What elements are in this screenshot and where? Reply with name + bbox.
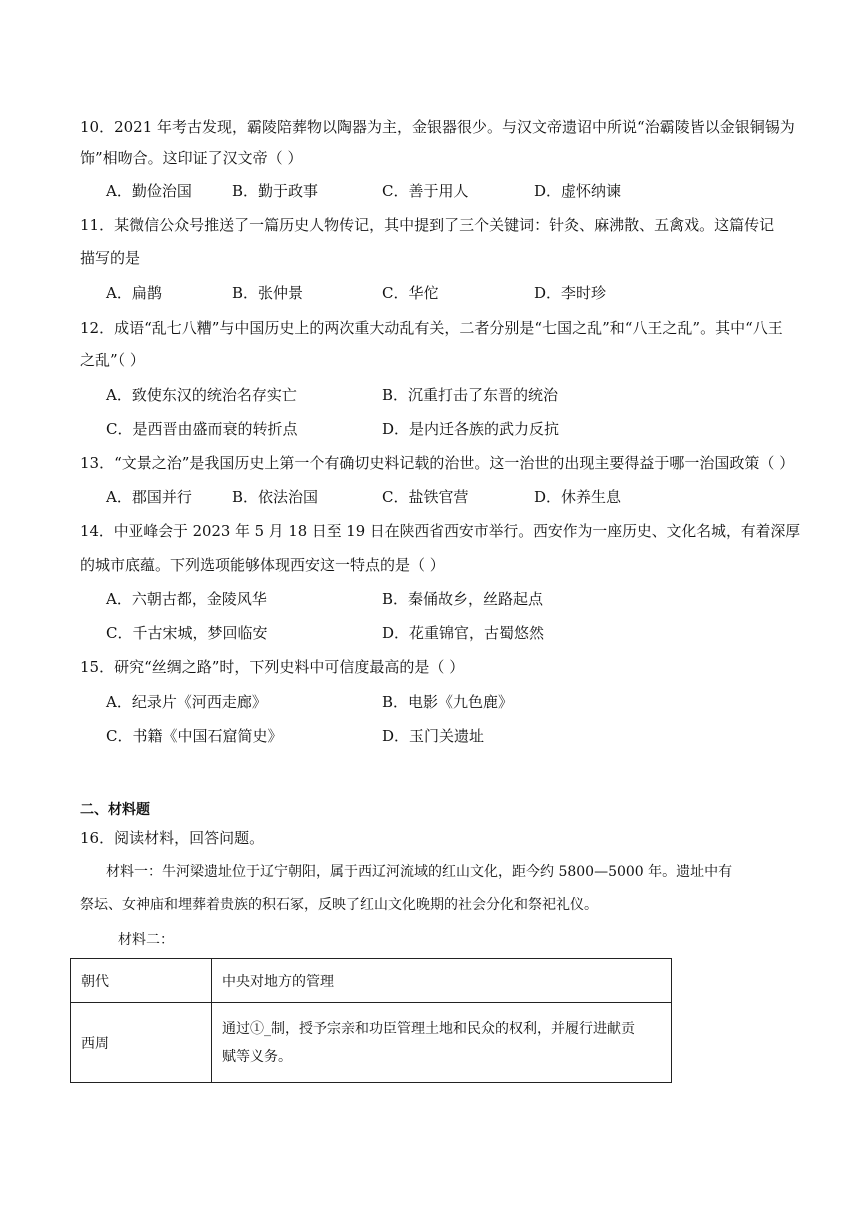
- question-16-prompt: 16．阅读材料，回答问题。: [80, 829, 265, 847]
- q10-option-b: B．勤于政事: [232, 182, 319, 200]
- question-14-line-2: 的城市底蕴。下列选项能够体现西安这一特点的是（ ）: [80, 556, 445, 574]
- q12-option-c: C．是西晋由盛而衰的转折点: [106, 420, 298, 438]
- question-12-line-1: 12．成语“乱七八糟”与中国历史上的两次重大动乱有关，二者分别是“七国之乱”和“八王之乱”。其中“八王: [80, 319, 783, 337]
- question-14-line-1: 14．中亚峰会于 2023 年 5 月 18 日至 19 日在陕西省西安市举行。西安作为一座历史、文化名城，有着深厚: [80, 522, 801, 540]
- q14-option-c: C．千古宋城，梦回临安: [106, 624, 268, 642]
- section-heading: 二、材料题: [80, 802, 150, 818]
- q15-option-a: A．纪录片《河西走廊》: [106, 693, 267, 711]
- table-row: [71, 1003, 672, 1083]
- table-cell-line-2: 赋等义务。: [222, 1048, 292, 1065]
- q11-option-d: D．李时珍: [534, 284, 607, 302]
- table-header-management: 中央对地方的管理: [212, 959, 672, 1003]
- material-1-line-1: 材料一：牛河梁遗址位于辽宁朝阳，属于西辽河流域的红山文化，距今约 5800—5000 年。遗址中有: [106, 864, 733, 880]
- q12-option-d: D．是内迁各族的武力反抗: [382, 420, 560, 438]
- q11-option-c: C．华佗: [382, 284, 439, 302]
- question-11-line-1: 11．某微信公众号推送了一篇历史人物传记，其中提到了三个关键词：针灸、麻沸散、五禽戏。这篇传记: [80, 216, 775, 234]
- question-11-line-2: 描写的是: [80, 249, 141, 267]
- material-2-label: 材料二：: [118, 932, 174, 948]
- q11-option-a: A．扁鹊: [106, 284, 162, 302]
- q10-option-d: D．虚怀纳谏: [534, 182, 622, 200]
- table-cell-dynasty: 西周: [71, 1003, 212, 1083]
- q15-option-c: C．书籍《中国石窟简史》: [106, 727, 283, 745]
- q10-option-a: A．勤俭治国: [106, 182, 192, 200]
- question-13-line-1: 13．“文景之治”是我国历史上第一个有确切史料记载的治世。这一治世的出现主要得益于哪一治国政策（ ）: [80, 454, 795, 472]
- question-10-line-1: 10．2021 年考古发现，霸陵陪葬物以陶器为主，金银器很少。与汉文帝遗诏中所说“治霸陵皆以金银铜锡为: [80, 118, 795, 136]
- q14-option-b: B．秦俑故乡，丝路起点: [382, 590, 544, 608]
- q13-option-d: D．休养生息: [534, 488, 622, 506]
- material-2-table: [70, 958, 672, 1083]
- question-15-line-1: 15．研究“丝绸之路”时，下列史料中可信度最高的是（ ）: [80, 658, 465, 676]
- q13-option-c: C．盐铁官营: [382, 488, 469, 506]
- q11-option-b: B．张仲景: [232, 284, 304, 302]
- table-header-dynasty: 朝代: [71, 959, 212, 1003]
- q12-option-a: A．致使东汉的统治名存实亡: [106, 386, 297, 404]
- q15-option-b: B．电影《九色鹿》: [382, 693, 514, 711]
- question-12-line-2: 之乱”（ ）: [80, 351, 145, 369]
- q15-option-d: D．玉门关遗址: [382, 727, 485, 745]
- q10-option-c: C．善于用人: [382, 182, 469, 200]
- q12-option-b: B．沉重打击了东晋的统治: [382, 386, 559, 404]
- q13-option-b: B．依法治国: [232, 488, 319, 506]
- question-10-line-2: 饰”相吻合。这印证了汉文帝（ ）: [80, 149, 303, 167]
- q14-option-a: A．六朝古都，金陵风华: [106, 590, 267, 608]
- table-cell-management: [212, 1003, 672, 1083]
- q14-option-d: D．花重锦官，古蜀悠然: [382, 624, 545, 642]
- table-header-row: [71, 959, 672, 1003]
- material-1-line-2: 祭坛、女神庙和埋葬着贵族的积石冢，反映了红山文化晚期的社会分化和祭祀礼仪。: [80, 897, 598, 913]
- table-cell-line-1: 通过①_制，授予宗亲和功臣管理土地和民众的权利，并履行进献贡: [222, 1020, 635, 1037]
- q13-option-a: A．郡国并行: [106, 488, 192, 506]
